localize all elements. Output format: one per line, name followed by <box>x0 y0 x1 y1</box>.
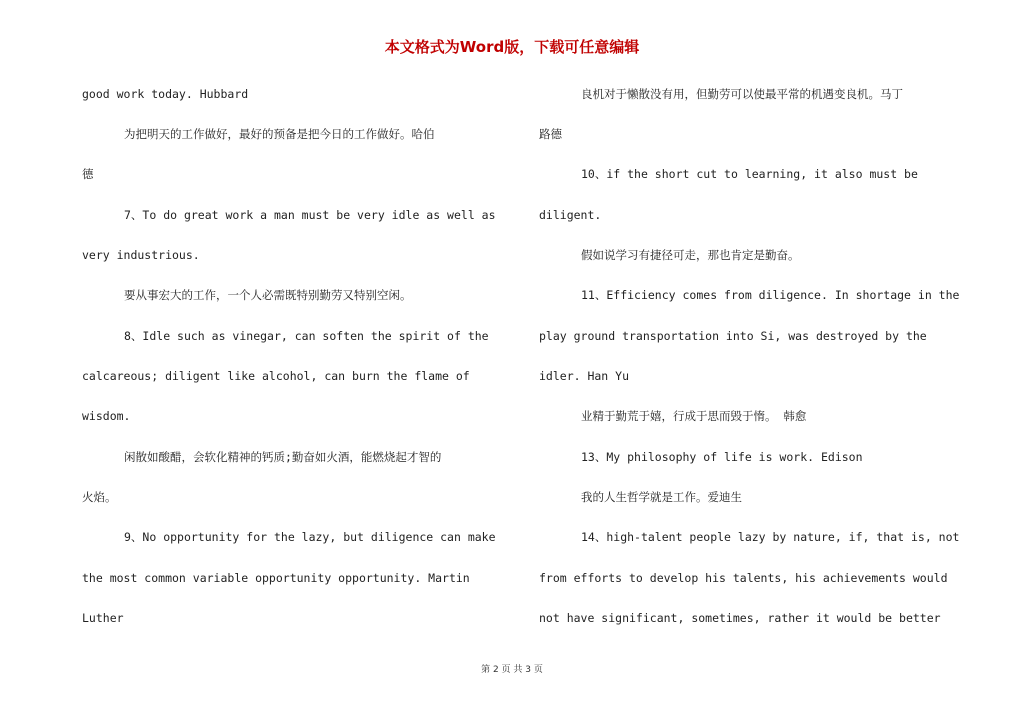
text-line: 10、if the short cut to learning, it also must be <box>581 167 918 181</box>
text-line: 闲散如酸醋，会软化精神的钙质;勤奋如火酒，能燃烧起才智的 <box>124 450 442 464</box>
text-line: 11、Efficiency comes from diligence. In shortage in the <box>581 288 960 302</box>
text-line: 为把明天的工作做好，最好的预备是把今日的工作做好。哈伯 <box>124 127 435 141</box>
document-banner: 本文格式为Word版，下载可任意编辑 <box>384 38 640 56</box>
page-number: 第 2 页 共 3 页 <box>481 665 543 675</box>
text-line: 14、high-talent people lazy by nature, if, that is, not <box>581 530 960 544</box>
text-line: 要从事宏大的工作，一个人必需既特别勤劳又特别空闲。 <box>124 288 412 302</box>
text-line: 火焰。 <box>82 490 117 504</box>
text-line: from efforts to develop his talents, his achievements would <box>539 571 948 585</box>
text-line: 我的人生哲学就是工作。爱迪生 <box>581 490 742 504</box>
text-line: idler. Han Yu <box>539 369 630 383</box>
text-line: 业精于勤荒于嬉，行成于思而毁于惰。 韩愈 <box>581 409 807 423</box>
text-line: not have significant, sometimes, rather it would be better <box>539 611 941 625</box>
text-line: play ground transportation into Si, was destroyed by the <box>539 329 927 343</box>
text-line: very industrious. <box>82 248 200 262</box>
text-line: Luther <box>82 611 124 625</box>
text-line: wisdom. <box>82 409 131 423</box>
text-line: 德 <box>82 167 94 181</box>
text-line: the most common variable opportunity opportunity. Martin <box>82 571 470 585</box>
text-line: 良机对于懒散没有用，但勤劳可以使最平常的机遇变良机。马丁 <box>581 87 903 101</box>
text-line: calcareous; diligent like alcohol, can burn the flame of <box>82 369 470 383</box>
text-line: 13、My philosophy of life is work. Edison <box>581 450 863 464</box>
text-line: diligent. <box>539 208 602 222</box>
text-line: 假如说学习有捷径可走，那也肯定是勤奋。 <box>581 248 800 262</box>
text-line: 路德 <box>539 127 562 141</box>
text-line: 9、No opportunity for the lazy, but diligence can make <box>124 530 496 544</box>
text-line: 7、To do great work a man must be very idle as well as <box>124 208 496 222</box>
text-line: 8、Idle such as vinegar, can soften the spirit of the <box>124 329 489 343</box>
text-line: good work today. Hubbard <box>82 87 249 101</box>
